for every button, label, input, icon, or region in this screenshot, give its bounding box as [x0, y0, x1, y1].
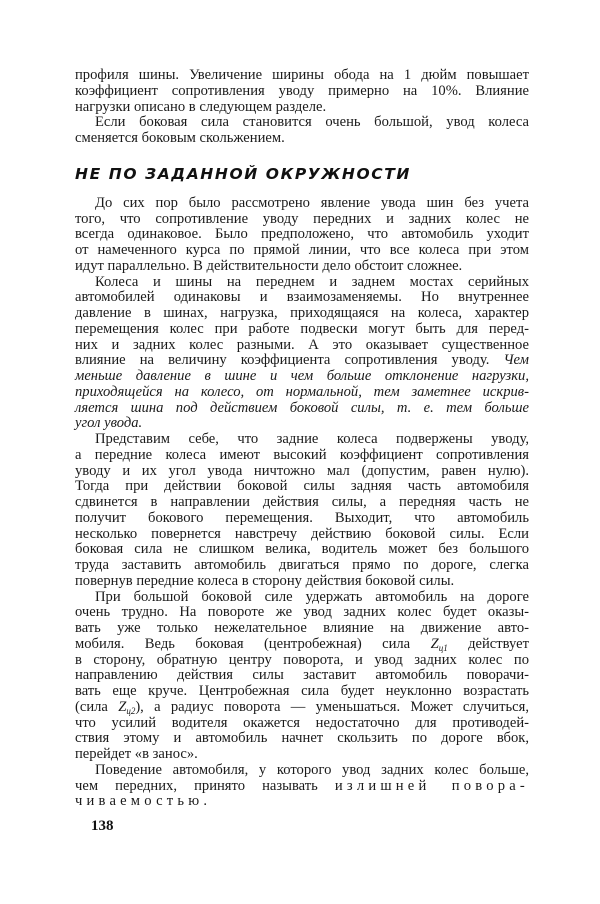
text-segment: мобиля. Ведь боковая (центробежная) сила [75, 635, 411, 652]
text-line: от намеченного курса по прямой линии, что все колеса при этом [75, 242, 529, 258]
text-line: них и задних колес разными. А это оказывает существенное [75, 336, 529, 353]
text-line [75, 353, 529, 369]
formula-symbol-z: Z [118, 698, 127, 715]
text-line: вать еще круче. Центробежная сила будет неуклонно возрастать [75, 683, 529, 699]
page-number: 138 [91, 818, 114, 834]
italic-text-line: приходящейся на колесо, от нормальной, тем заметнее искрив- [75, 383, 529, 400]
text-line [75, 794, 529, 810]
paragraph-rear-wheel-slip [75, 432, 529, 590]
text-line: очень трудно. На повороте же увод задних колес будет оказы- [75, 604, 529, 621]
paragraph-side-slip [75, 115, 529, 147]
text-line: До сих пор было рассмотрено явление увода шин без учета [95, 194, 529, 211]
text-line: всегда одинаковое. Было предположено, что автомобиль уходит [75, 226, 529, 243]
text-line: Представим себе, что задние колеса подвержены уводу, [95, 431, 529, 447]
text-line: Если боковая сила становится очень большой, увод колеса [95, 114, 529, 131]
paragraph-oversteer [75, 763, 529, 810]
text-line: автомобилей одинаковы и взаимозаменяемы. Но внутреннее [75, 289, 529, 306]
text-line [75, 700, 529, 716]
italic-text-line: угол увода. [75, 415, 143, 432]
text-line: Тогда при действии боковой силы задняя часть автомобиля [75, 478, 529, 495]
text-line: перемещения колес при работе подвески могут быть для перед- [75, 320, 529, 337]
book-page [75, 68, 529, 810]
paragraph-tire-profile [75, 68, 529, 115]
text-line: несколько повернется навстречу действию боковой силы. Если [75, 525, 529, 542]
formula-subscript: ц1 [438, 642, 448, 653]
italic-text: Чем [503, 352, 529, 369]
italic-text-line: ляется шина под действием боковой силы, т. е. тем больше [75, 399, 529, 416]
text-line [75, 779, 529, 795]
text-line: нагрузки описано в следующем разделе. [75, 98, 327, 115]
text-line: Поведение автомобиля, у которого увод задних колес больше, [95, 761, 529, 778]
text-line: боковая сила не слишком велика, водитель может без большого [75, 541, 529, 558]
text-line: того, что сопротивление уводу передних и задних колес не [75, 210, 529, 227]
text-line: повернув передние колеса в сторону действия боковой силы. [75, 572, 455, 589]
text-line: перейдет «в занос». [75, 746, 198, 762]
text-line: а передние колеса имеют высокий коэффициент сопротивления [75, 446, 529, 463]
text-line: профиля шины. Увеличение ширины обода на 1 дюйм повышает [75, 67, 529, 83]
paragraph-large-side-force [75, 590, 529, 763]
text-segment: (сила [75, 698, 108, 715]
text-segment: влияние на величину коэффициента сопротивления уводу. [75, 352, 490, 369]
text-line: сменяется боковым скольжением. [75, 130, 285, 146]
text-line [75, 637, 529, 653]
text-line: вать уже только нежелательное влияние на движение авто- [75, 620, 529, 636]
italic-text-line: меньше давление в шине и чем больше отклонение нагрузки, [75, 368, 529, 384]
text-line: идут параллельно. В действительности дело обстоит сложнее. [75, 257, 463, 274]
text-line: коэффициент сопротивления уводу примерно на 10%. Влияние [75, 82, 529, 99]
text-line: труда заставить автомобиль двигаться прямо по дороге, слегка [75, 557, 529, 573]
paragraph-wheels-and-tires [75, 275, 529, 433]
text-segment: чем передних, принято называть [75, 777, 318, 794]
spaced-term: чиваемостью [75, 793, 204, 810]
text-line: уводу и их угол увода ничтожно мал (допустим, равен нулю). [75, 462, 529, 479]
text-line: давление в шинах, нагрузка, приходящаяся на колеса, характер [75, 305, 529, 321]
text-line: Колеса и шины на переднем и заднем мостах серийных [95, 273, 529, 290]
text-line: При большой боковой силе удержать автомобиль на дороге [95, 588, 529, 605]
text-line: получит бокового перемещения. Выходит, что автомобиль [75, 509, 529, 526]
text-line: ствия этому и автомобиль начнет скользить по дороге вбок, [75, 730, 529, 747]
paragraph-intro [75, 196, 529, 275]
text-segment: действует [468, 635, 530, 652]
text-segment: ), а радиус поворота — уменьшаться. Может случиться, [135, 698, 529, 715]
text-line: сдвинется в направлении действия силы, а передняя часть не [75, 494, 529, 510]
formula-subscript: ц2 [126, 705, 136, 716]
text-line: направлению действия силы заставит автомобиль поворачи- [75, 667, 529, 684]
text-line: что усилий водителя окажется недостаточно для противодей- [75, 714, 529, 731]
formula-symbol-z: Z [430, 635, 439, 652]
spaced-term: излишней повора- [334, 777, 529, 794]
text-segment: . [203, 793, 207, 810]
text-line: в сторону, обратную центру поворота, и увод задних колес по [75, 651, 529, 668]
section-heading: НЕ ПО ЗАДАННОЙ ОКРУЖНОСТИ [75, 164, 411, 183]
